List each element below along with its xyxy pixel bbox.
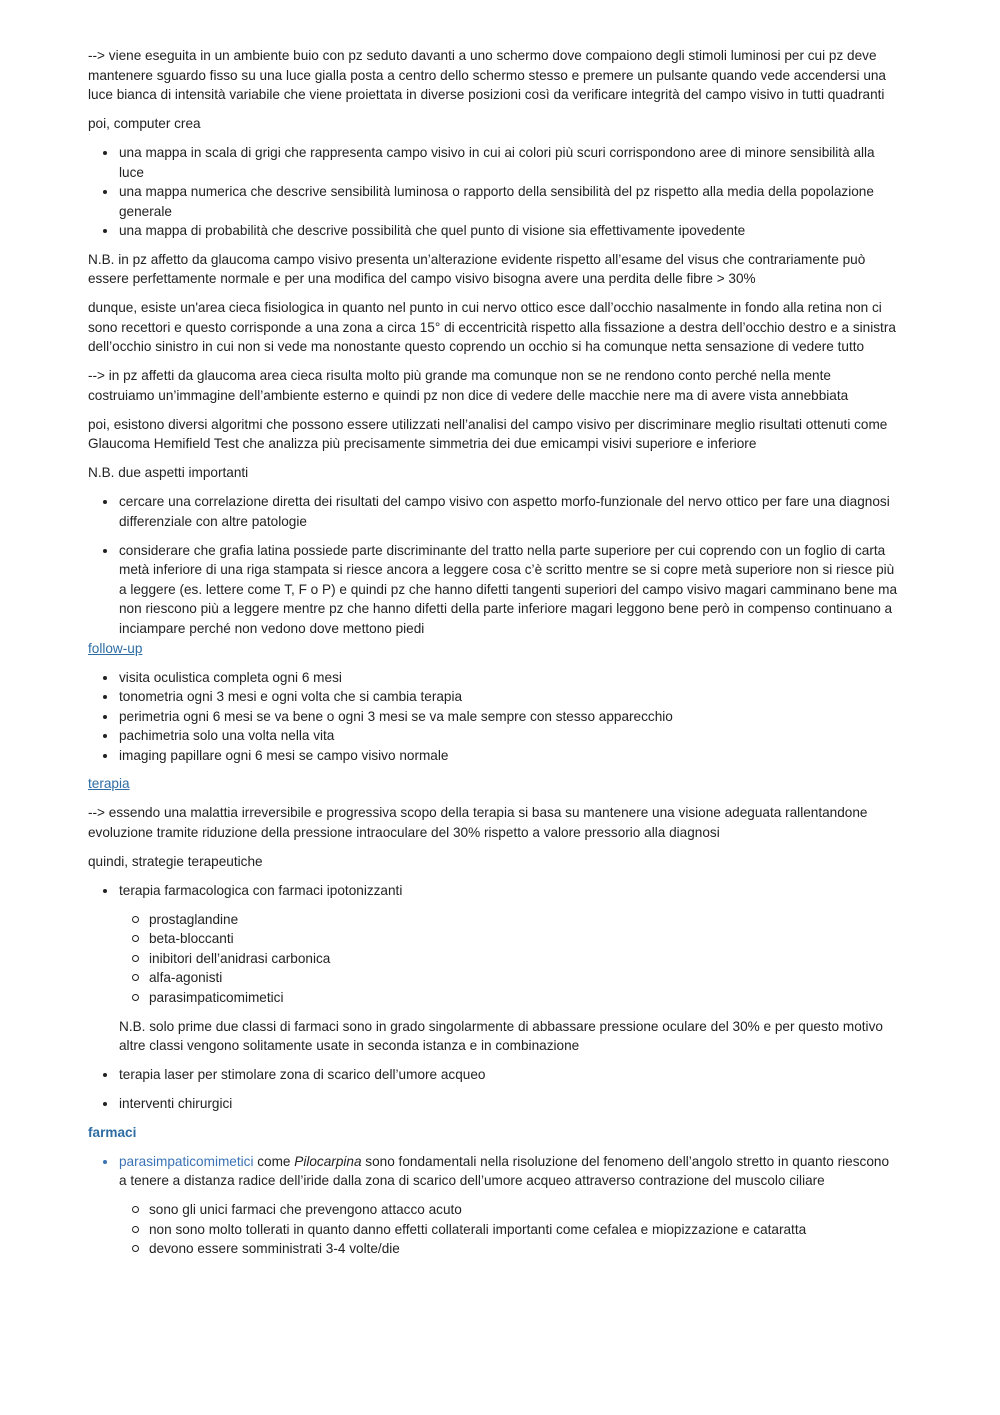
pilocarpina-term: Pilocarpina bbox=[294, 1153, 362, 1169]
farmaci-sub-list bbox=[119, 1200, 900, 1259]
list-item: terapia laser per stimolare zona di scarico dell’umore acqueo bbox=[88, 1065, 900, 1085]
farmaci-text-rest: sono fondamentali nella risoluzione del fenomeno dell’angolo stretto in quanto riescono a tenere a distanza radice dell’iride dalla zona di scarico dell’umore acqueo attraverso contrazione del muscolo ciliare bbox=[119, 1153, 890, 1188]
list-item: considerare che grafia latina possiede parte discriminante del tratto nella parte superiore per cui coprendo con un foglio di carta metà inferiore di una riga stampata si riesce ancora a leggere cosa c’è scritto mentre se si copre metà superiore non si riesce più a leggere (es. lettere come T, F o P) e quindi pz che hanno difetti tangenti superiori del campo visivo magari camminano bene ma non riescono più a leggere mentre pz che hanno difetti della parte inferiore magari leggono bene però in compenso continuano a inciampare perché non vedono dove mettono piedi bbox=[88, 541, 900, 639]
list-item: pachimetria solo una volta nella vita bbox=[88, 726, 900, 746]
list-item: imaging papillare ogni 6 mesi se campo visivo normale bbox=[88, 746, 900, 766]
list-item: perimetria ogni 6 mesi se va bene o ogni 3 mesi se va male sempre con stesso apparecchio bbox=[88, 707, 900, 727]
aspects-list bbox=[88, 492, 900, 638]
paragraph-glaucoma-blind-area: --> in pz affetti da glaucoma area cieca risulta molto più grande ma comunque non se ne rendono conto perché nella mente costruiamo un’immagine dell’ambiente esterno e quindi pz non dice di vedere delle macchie nere ma di avere vista annebbiata bbox=[88, 368, 849, 403]
list-item: beta-bloccanti bbox=[119, 929, 900, 949]
followup-link[interactable]: follow-up bbox=[88, 640, 143, 656]
paragraph-nb-classes: N.B. solo prime due classi di farmaci sono in grado singolarmente di abbassare pressione oculare del 30% e per questo motivo altre classi vengono solitamente usate in seconda istanza e in combinazione bbox=[119, 1018, 883, 1053]
farmaci-heading: farmaci bbox=[88, 1124, 137, 1140]
farmaci-text-pre: come bbox=[253, 1153, 295, 1169]
paragraph-strategies: quindi, strategie terapeutiche bbox=[88, 853, 263, 869]
list-item: parasimpaticomimetici bbox=[119, 988, 900, 1008]
list-item: tonometria ogni 3 mesi e ogni volta che si cambia terapia bbox=[88, 687, 900, 707]
list-item: prostaglandine bbox=[119, 910, 900, 930]
list-item bbox=[88, 1152, 900, 1259]
maps-list bbox=[88, 143, 900, 241]
paragraph-computer: poi, computer crea bbox=[88, 116, 201, 131]
list-item: non sono molto tollerati in quanto danno effetti collaterali importanti come cefalea e miopizzazione e cataratta bbox=[119, 1220, 900, 1240]
list-item: inibitori dell’anidrasi carbonica bbox=[119, 949, 900, 969]
document-page bbox=[88, 46, 900, 1268]
list-item: cercare una correlazione diretta dei risultati del campo visivo con aspetto morfo-funzionale del nervo ottico per fare una diagnosi differenziale con altre patologie bbox=[88, 492, 900, 531]
list-item: interventi chirurgici bbox=[88, 1094, 900, 1114]
drug-classes-list bbox=[119, 910, 900, 1008]
paragraph-therapy-goal: --> essendo una malattia irreversibile e progressiva scopo della terapia si basa su mantenere una visione adeguata rallentandone evoluzione tramite riduzione della pressione intraoculare del 30% rispetto a valore pressorio alla diagnosi bbox=[88, 805, 868, 840]
strategies-list bbox=[88, 881, 900, 1114]
list-item: una mappa in scala di grigi che rappresenta campo visivo in cui ai colori più scuri corrispondono aree di minore sensibilità alla luce bbox=[88, 143, 900, 182]
paragraph-nb-aspects: N.B. due aspetti importanti bbox=[88, 465, 249, 480]
strategy-pharmacological: terapia farmacologica con farmaci ipotonizzanti bbox=[119, 882, 403, 898]
list-item: visita oculistica completa ogni 6 mesi bbox=[88, 668, 900, 688]
followup-list bbox=[88, 668, 900, 766]
list-item: sono gli unici farmaci che prevengono attacco acuto bbox=[119, 1200, 900, 1220]
list-item: una mappa di probabilità che descrive possibilità che quel punto di visione sia effettivamente ipovedente bbox=[88, 221, 900, 241]
list-item: devono essere somministrati 3-4 volte/die bbox=[119, 1239, 900, 1259]
paragraph-algorithms: poi, esistono diversi algoritmi che possono essere utilizzati nell’analisi del campo visivo per discriminare meglio risultati ottenuti come Glaucoma Hemifield Test che analizza più precisamente simmetria dei due emicampi visivi superiore e inferiore bbox=[88, 416, 888, 451]
terapia-link[interactable]: terapia bbox=[88, 776, 130, 791]
paragraph-blind-spot: dunque, esiste un'area cieca fisiologica in quanto nel punto in cui nervo ottico esce dall’occhio nasalmente in fondo alla retina non ci sono recettori e questo corrisponde a una zona a circa 15° di eccentricità rispetto alla fissazione a destra dell’occhio destro e a sinistra dell’occhio sinistro in cui non si vede ma nonostante questo coprendo un occhio si ha comunque netta sensazione di vedere tutto bbox=[88, 300, 896, 354]
parasimpaticomimetici-link[interactable]: parasimpaticomimetici bbox=[119, 1153, 254, 1169]
list-item bbox=[88, 881, 900, 1056]
paragraph-nb-glaucoma: N.B. in pz affetto da glaucoma campo visivo presenta un’alterazione evidente rispetto all’esame del visus che contrariamente può essere perfettamente normale e per una modifica del campo visivo bisogna avere una perdita delle fibre > 30% bbox=[88, 251, 866, 286]
paragraph-procedure: --> viene eseguita in un ambiente buio con pz seduto davanti a uno schermo dove compaiono degli stimoli luminosi per cui pz deve mantenere sguardo fisso su una luce gialla posta a centro dello schermo stesso e premere un pulsante quando vede accendersi una luce bianca di intensità variabile che viene proiettata in diverse posizioni così da verificare integrità del campo visivo in tutti quadranti bbox=[88, 48, 886, 102]
list-item: alfa-agonisti bbox=[119, 968, 900, 988]
farmaci-list bbox=[88, 1152, 900, 1259]
list-item: una mappa numerica che descrive sensibilità luminosa o rapporto della sensibilità del pz rispetto alla media della popolazione generale bbox=[88, 182, 900, 221]
